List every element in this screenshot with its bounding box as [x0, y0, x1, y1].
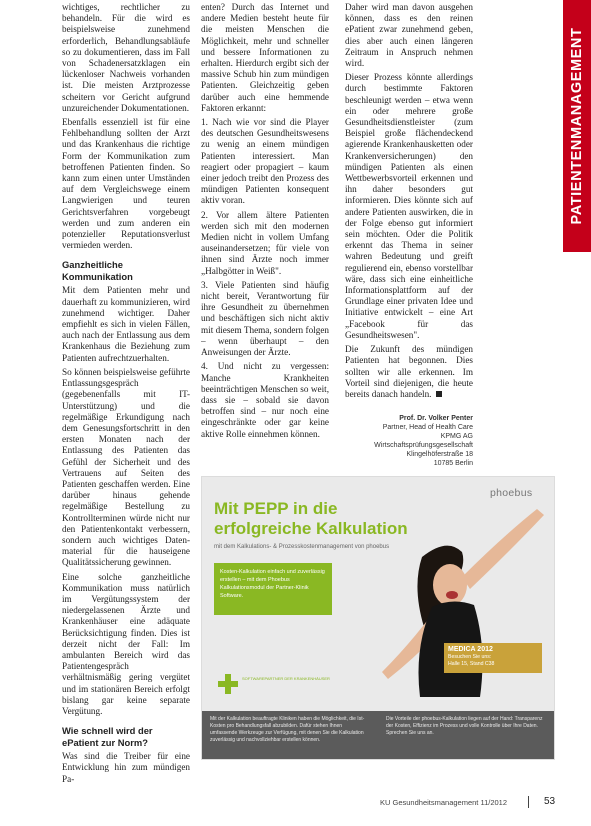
ad-event-booth: Halle 15, Stand C38	[448, 661, 495, 667]
end-mark-icon	[436, 391, 442, 397]
author-role: Partner, Head of Health Care	[382, 424, 473, 432]
ad-partner-label: SOFTWAREPARTNER DER KRANKENHÄUSER	[242, 676, 330, 681]
ad-footer	[202, 711, 554, 759]
subheading: Wie schnell wird der ePatient zur Norm?	[62, 725, 153, 748]
list-item: 2. Vor allem ältere Patienten werden sich mit den modernen Medien nicht in vollem Umfang auseinandersetzen; für viele von ihnen sind Ärzte noch immer „Halbgötter in Weiß".	[201, 209, 329, 276]
author-city: 10785 Berlin	[433, 460, 473, 467]
advertisement[interactable]	[201, 476, 555, 760]
publication-name: KU Gesundheitsmanagement 11/2012	[380, 798, 508, 807]
ad-subline: mit dem Kalkulations- & Prozesskostenmanagement von phoebus	[214, 544, 390, 550]
ad-event-line: Besuchen Sie uns:	[448, 653, 492, 660]
paragraph	[345, 344, 473, 400]
paragraph: Mit dem Patienten mehr und dauerhaft zu kommunizieren, wird zunehmend wichtiger. Daher empfiehlt es sich in vielen Fällen, auch nach der Entlassung aus dem Krankenhaus die Beziehung zum Patienten aufrechtzuerhalten.	[62, 285, 190, 363]
list-item: 4. Und nicht zu vergessen: Manche Krankheiten beeinträchtigen Menschen so weit, dass sie – sobald sie davon betroffen sind – nur noch eine eingeschränkte oder gar keine aktive Rolle einnehmen können.	[201, 361, 329, 439]
paragraph: So können beispielsweise geführte Entlassungsgespräch (gegebenenfalls mit IT-Unterstützung) und die regelmäßige Erkundigung nach dem Genesungsfortschritt in den ersten Monaten nach der Entlassung des Patienten das Gefühl der Sicherheit und des Vertrauens auf Seiten des Patienten geschaffen werden. Eine darüber hinaus gehende regelmäßige Bestellung zu Kontrollterminen würde nicht nur den Patientenkontakt verbessern, sondern auch wichtiges Daten-material für die hauseigene Qualitätssicherung gewinnen.	[62, 366, 190, 568]
page-number: 53	[544, 796, 556, 807]
footer-divider	[528, 796, 529, 808]
article-column-1	[62, 2, 190, 812]
ad-brand-logo: phoebus	[490, 487, 533, 499]
paragraph: Was sind die Treiber für eine Entwicklung hin zum mündigen Pa-	[62, 751, 190, 784]
author-signature	[345, 414, 473, 467]
ad-footer-right: Die Vorteile der phoebus-Kalkulation liegen auf der Hand: Transparenz der Kosten, Effizienz im Prozess und volle Kontrolle über Ihre Daten. Sprechen Sie uns an.	[386, 716, 543, 736]
author-street: Klingelhöferstraße 18	[406, 451, 473, 459]
paragraph: Daher wird man davon ausgehen können, dass es den reinen ePatient zwar zunehmend geben, dies aber auch einen längeren Zeitraum in Anspruch nehmen wird.	[345, 2, 473, 69]
article-column-2	[201, 2, 329, 462]
subheading: Ganzheitliche Kommunikation	[62, 259, 133, 282]
paragraph: Dieser Prozess könnte allerdings durch bestimmte Faktoren beschleunigt werden – etwa wenn ein oder mehrere große Gesundheitsdienstleister (zum Beispiel große flächendeckend agierende Krankenhausketten oder Krankenversicherungen) den mündigen Patienten als einen Wettbewerbsvorteil erkennen und ihn daher besonders gut informieren. Dies könnte sich auf andere Patienten auswirken, die in der Folge ebenso gut informiert sein möchten. Oder die Politik erkennt das Thema in seiner wahren Bedeutung und greift regulierend ein, ebenso vorstellbar wäre, dass sich eine einheitliche Informationsplattform auf der Grundlage einer privaten Idee und Initiative entwickelt – eine Art „Facebook für das Gesundheitswesen".	[345, 72, 473, 340]
list-item: 1. Nach wie vor sind die Player des deutschen Gesundheitswesens zu wenig an einem mündigen Patienten interessiert. Man reagiert oder propagiert – kaum einer jedoch treibt den Prozess des mündigen Patienten konsequent aktiv voran.	[201, 117, 329, 206]
author-name: Prof. Dr. Volker Penter	[399, 415, 473, 423]
ad-info-box: Kosten-Kalkulation einfach und zuverlässig erstellen – mit dem Phoebus Kalkulationsmodul der Partner-Klinik Software.	[214, 563, 332, 615]
section-tab-label: PATIENTENMANAGEMENT	[569, 27, 585, 225]
paragraph: Ebenfalls essenziell ist für eine Fehlbehandlung sollten der Arzt und das Krankenhaus die richtige Form der Kommunikation zum betroffenen Patienten finden. So kann zum einen unter Umständen auf dem Vergleichswege einem Langwierigen und teuren Gerichtsverfahren vorgebeugt werden und zum anderen ein potenzieller Reputationsverlust vermieden werden.	[62, 117, 190, 251]
section-tab	[563, 0, 591, 252]
ad-headline: Mit PEPP in die erfolgreiche Kalkulation	[214, 499, 408, 538]
ad-event-badge	[444, 643, 542, 673]
list-item: 3. Viele Patienten sind häufig nicht bereit, Verantwortung für ihre Gesundheit zu übernehmen und beschäftigen sich nicht aktiv mit diesem Thema, sondern folgen – wenn überhaupt – den Anweisungen der Ärzte.	[201, 279, 329, 358]
article-column-3	[345, 2, 473, 467]
ad-event-title: MEDICA 2012	[448, 646, 493, 653]
paragraph: enten? Durch das Internet und andere Medien besteht heute für die meisten Menschen die Möglichkeit, mehr und schneller und bessere Informationen zu erhalten. Hierdurch ergibt sich der massive Schub hin zum mündigen Patienten. Gleichzeitig geben darüber auch eine hemmende Faktoren erkannt:	[201, 2, 329, 113]
paragraph: Eine solche ganzheitliche Kommunikation muss natürlich im Vergütungssystem der niedergelassenen Ärzte und Krankenhäuser eine adäquate Berücksichtigung finden. Dies ist derzeit nicht der Fall: Im ambulanten Bereich wird das Patientengespräch verhältnismäßig gering vergütet und im stationären Bereich erfolgt bislang gar keine separate Vergütung.	[62, 571, 190, 716]
ad-footer-left: Mit der Kalkulation beauftragte Kliniken haben die Möglichkeit, die Ist-Kosten pro Behandlungsfall abzubilden. Dafür stehen Ihnen umfassende Werkzeuge zur Verfügung, mit denen Sie die Kalkulation zuverlässig und nachvollziehbar erstellen können.	[210, 716, 365, 743]
closing-text: Die Zukunft des mündigen Patienten hat begonnen. Dies sollten wir alle erkennen. Im Vorteil sind diejenigen, die heute bereits danach handeln.	[345, 344, 473, 399]
author-company: KPMG AG Wirtschaftsprüfungsgesellschaft	[374, 433, 473, 450]
paragraph: wichtiges, rechtlicher zu behandeln. Für die wird es beispielsweise zunehmend erforderlich, Behandlungsabläufe so zu dokumentieren, dass im Fall von Schadenersatzklagen ein lückenloser Nachweis vorhanden ist. Die meisten Arztprozesse scheitern vor Gericht aufgrund unzureichender Dokumentationen.	[62, 2, 190, 113]
